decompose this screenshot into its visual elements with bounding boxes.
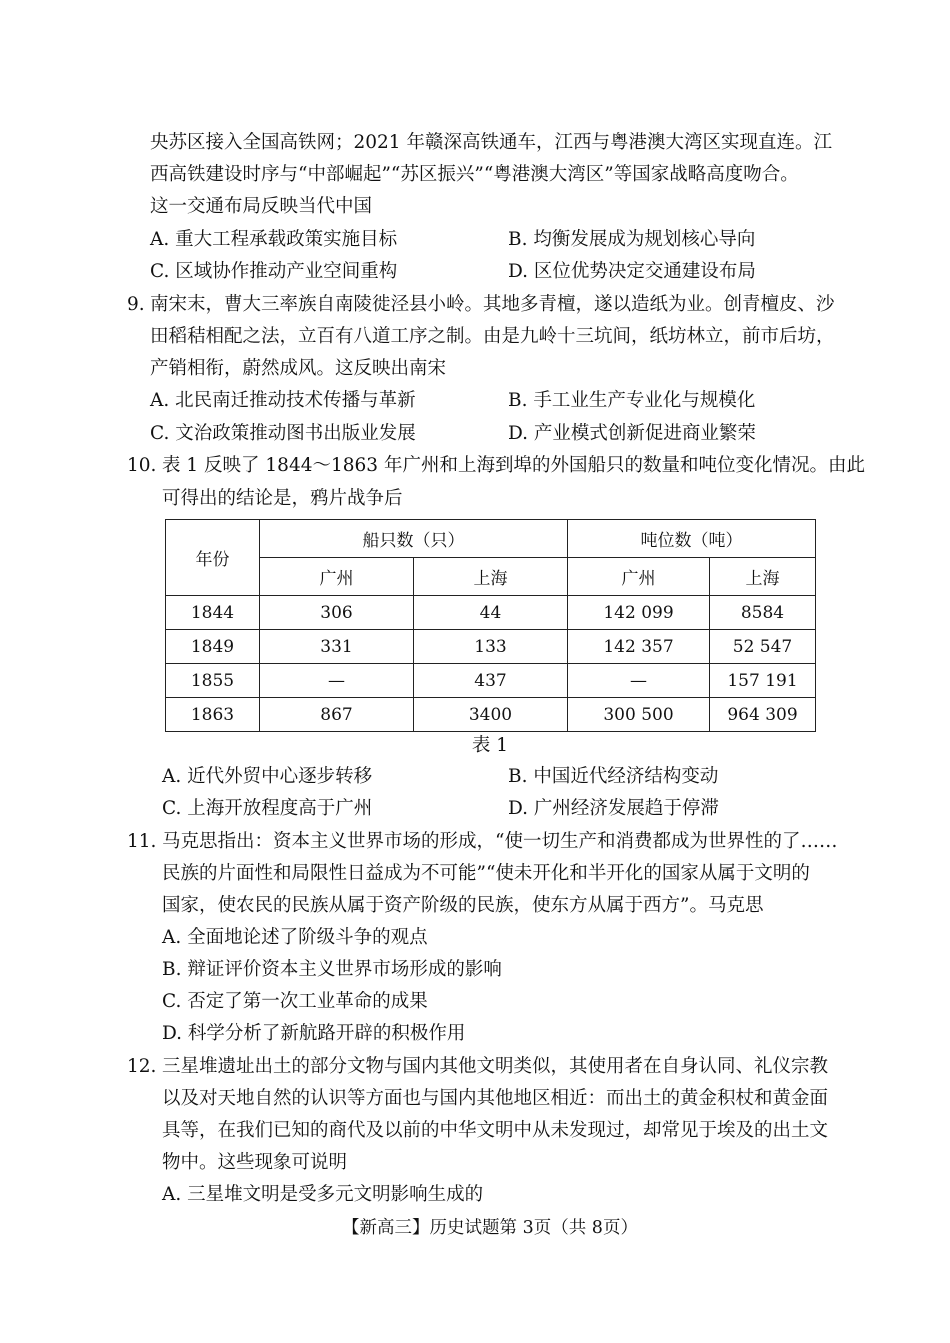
table-cell: 1844 bbox=[166, 596, 260, 630]
ships-header: 船只数（只） bbox=[260, 520, 568, 558]
q11-option-a: A. 全面地论述了阶级斗争的观点 bbox=[162, 927, 428, 948]
q8-option-b: B. 均衡发展成为规划核心导向 bbox=[508, 229, 756, 250]
table-cell: 1849 bbox=[166, 630, 260, 664]
q12-stem-line-3: 具等，在我们已知的商代及以前的中华文明中从未发现过，却常见于埃及的出土文 bbox=[162, 1120, 829, 1141]
q10-stem-line-2: 可得出的结论是，鸦片战争后 bbox=[162, 488, 403, 509]
q9-stem-line-2: 田稻秸相配之法，立百有八道工序之制。由是九岭十三坑间，纸坊林立，前市后坊， bbox=[150, 326, 835, 347]
q12-stem-line-1: 三星堆遗址出土的部分文物与国内其他文明类似，其使用者在自身认同、礼仪宗教 bbox=[162, 1056, 829, 1077]
table-cell: — bbox=[568, 664, 710, 698]
q9-option-d: D. 产业模式创新促进商业繁荣 bbox=[508, 423, 756, 444]
q12-number: 12. bbox=[127, 1056, 157, 1077]
q10-option-b: B. 中国近代经济结构变动 bbox=[508, 766, 719, 787]
tonnage-header: 吨位数（吨） bbox=[568, 520, 816, 558]
q10-option-d: D. 广州经济发展趋于停滞 bbox=[508, 798, 719, 819]
table-row bbox=[166, 664, 816, 698]
q11-option-d: D. 科学分析了新航路开辟的积极作用 bbox=[162, 1023, 466, 1044]
q9-stem-line-3: 产销相衔，蔚然成风。这反映出南宋 bbox=[150, 358, 447, 379]
table-cell: 142 099 bbox=[568, 596, 710, 630]
q10-number: 10. bbox=[127, 455, 157, 476]
table-cell: 300 500 bbox=[568, 698, 710, 732]
table-cell: 8584 bbox=[710, 596, 816, 630]
q11-stem-line-2: 民族的片面性和局限性日益成为不可能”“使未开化和半开化的国家从属于文明的 bbox=[162, 863, 810, 884]
table-cell: 1863 bbox=[166, 698, 260, 732]
table-cell: 964 309 bbox=[710, 698, 816, 732]
q10-option-c: C. 上海开放程度高于广州 bbox=[162, 798, 373, 819]
ship-tonnage-table bbox=[165, 519, 816, 732]
q10-option-a: A. 近代外贸中心逐步转移 bbox=[162, 766, 373, 787]
table-cell: 44 bbox=[414, 596, 568, 630]
sub-header-shanghai-ships: 上海 bbox=[414, 558, 568, 596]
table-cell: 3400 bbox=[414, 698, 568, 732]
sub-header-shanghai-tonnage: 上海 bbox=[710, 558, 816, 596]
table-cell: 1855 bbox=[166, 664, 260, 698]
table-row bbox=[166, 630, 816, 664]
table-cell: 867 bbox=[260, 698, 414, 732]
q12-option-a: A. 三星堆文明是受多元文明影响生成的 bbox=[162, 1184, 484, 1205]
q9-option-c: C. 文治政策推动图书出版业发展 bbox=[150, 423, 416, 444]
table-cell: 157 191 bbox=[710, 664, 816, 698]
q8-stem-line-3: 这一交通布局反映当代中国 bbox=[150, 196, 373, 217]
q9-number: 9. bbox=[127, 294, 145, 315]
table-cell: 52 547 bbox=[710, 630, 816, 664]
q8-stem-line-2: 西高铁建设时序与“中部崛起”“苏区振兴”“粤港澳大湾区”等国家战略高度吻合。 bbox=[150, 164, 799, 185]
table-cell: 306 bbox=[260, 596, 414, 630]
q9-option-b: B. 手工业生产专业化与规模化 bbox=[508, 390, 756, 411]
q9-option-a: A. 北民南迁推动技术传播与革新 bbox=[150, 390, 416, 411]
sub-header-guangzhou-tonnage: 广州 bbox=[568, 558, 710, 596]
q8-option-c: C. 区域协作推动产业空间重构 bbox=[150, 261, 398, 282]
q8-option-a: A. 重大工程承载政策实施目标 bbox=[150, 229, 398, 250]
year-header: 年份 bbox=[166, 520, 260, 596]
q11-number: 11. bbox=[127, 831, 157, 852]
q11-stem-line-1: 马克思指出：资本主义世界市场的形成，“使一切生产和消费都成为世界性的了…… bbox=[162, 831, 838, 852]
q12-stem-line-4: 物中。这些现象可说明 bbox=[162, 1152, 348, 1173]
table-row bbox=[166, 698, 816, 732]
q9-stem-line-1: 南宋末，曹大三率族自南陵徙泾县小岭。其地多青檀，遂以造纸为业。创青檀皮、沙 bbox=[150, 294, 835, 315]
table-cell: 331 bbox=[260, 630, 414, 664]
table-cell: 437 bbox=[414, 664, 568, 698]
q8-option-d: D. 区位优势决定交通建设布局 bbox=[508, 261, 756, 282]
q10-stem-line-1: 表 1 反映了 1844～1863 年广州和上海到埠的外国船只的数量和吨位变化情况。由此 bbox=[162, 455, 865, 476]
q11-option-c: C. 否定了第一次工业革命的成果 bbox=[162, 991, 428, 1012]
table-cell: 133 bbox=[414, 630, 568, 664]
table-caption: 表 1 bbox=[471, 735, 509, 756]
page-footer: 【新高三】历史试题第 3页（共 8页） bbox=[342, 1218, 638, 1238]
q11-option-b: B. 辩证评价资本主义世界市场形成的影响 bbox=[162, 959, 502, 980]
q11-stem-line-3: 国家，使农民的民族从属于资产阶级的民族，使东方从属于西方”。马克思 bbox=[162, 895, 764, 916]
table-cell: — bbox=[260, 664, 414, 698]
table-cell: 142 357 bbox=[568, 630, 710, 664]
q8-stem-line-1: 央苏区接入全国高铁网；2021 年赣深高铁通车，江西与粤港澳大湾区实现直连。江 bbox=[150, 132, 832, 153]
sub-header-guangzhou-ships: 广州 bbox=[260, 558, 414, 596]
q12-stem-line-2: 以及对天地自然的认识等方面也与国内其他地区相近：而出土的黄金积杖和黄金面 bbox=[162, 1088, 829, 1109]
table-row bbox=[166, 596, 816, 630]
